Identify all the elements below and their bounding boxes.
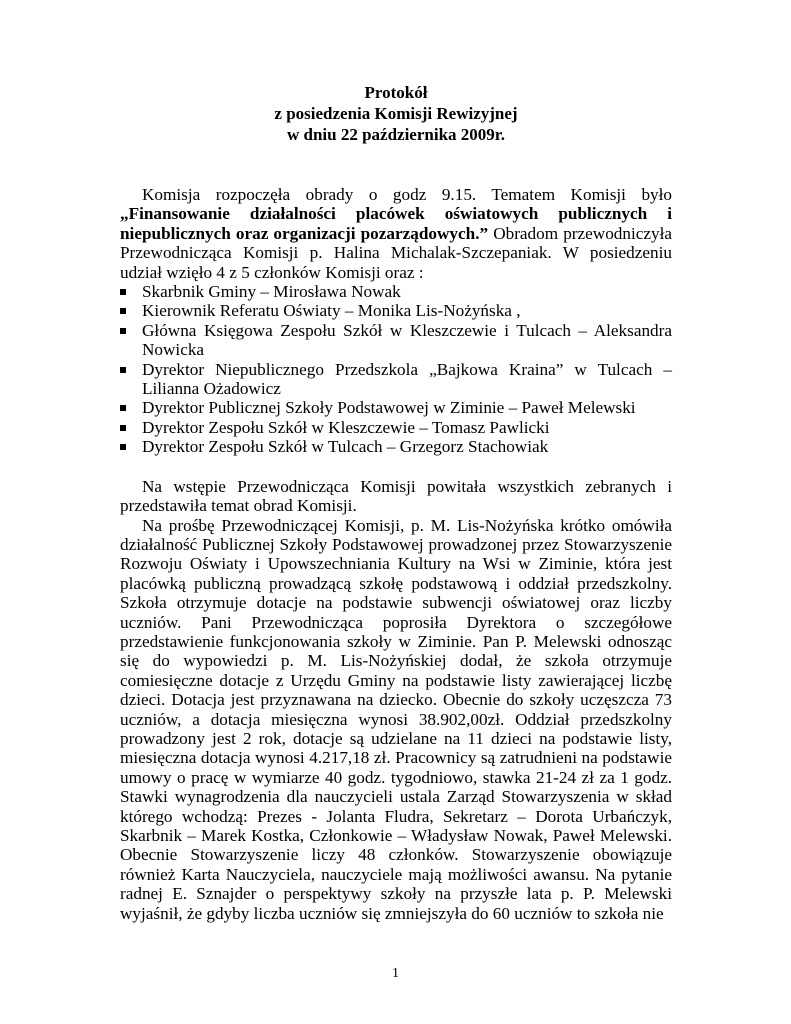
document-title-line-3: w dniu 22 października 2009r. <box>286 125 506 144</box>
welcome-paragraph: Na wstępie Przewodnicząca Komisji powitała wszystkich zebranych i przedstawiła temat obrad Komisji. <box>120 476 672 516</box>
meeting-topic: „Finansowanie działalności placówek oświatowych publicznych i niepublicznych oraz organizacji pozarządowych.” <box>120 204 672 243</box>
intro-paragraph <box>120 185 672 282</box>
attendee-list <box>120 282 672 457</box>
page-number: 1 <box>392 966 399 981</box>
attendee-item: Skarbnik Gminy – Mirosława Nowak <box>120 282 672 301</box>
document-title-line-2: z posiedzenia Komisji Rewizyjnej <box>274 104 518 123</box>
document-page <box>120 82 672 923</box>
attendee-item: Kierownik Referatu Oświaty – Monika Lis-Nożyńska , <box>120 301 672 320</box>
intro-text-start: Komisja rozpoczęła obrady o godz 9.15. Tematem Komisji było <box>142 185 672 204</box>
attendee-item: Dyrektor Publicznej Szkoły Podstawowej w Ziminie – Paweł Melewski <box>120 398 672 417</box>
document-title-line-1: Protokół <box>364 83 428 102</box>
attendee-item: Dyrektor Zespołu Szkół w Kleszczewie – Tomasz Pawlicki <box>120 418 672 437</box>
intro-text-end: Obradom przewodniczyła Przewodnicząca Komisji p. Halina Michalak-Szczepaniak. W posiedzeniu udział wzięło 4 z 5 członków Komisji oraz : <box>120 223 673 282</box>
school-discussion-paragraph: Na prośbę Przewodniczącej Komisji, p. M. Lis-Nożyńska krótko omówiła działalność Publicznej Szkoły Podstawowej prowadzonej przez Stowarzyszenie Rozwoju Oświaty i Upowszechniania Kultury na Wsi w Ziminie, która jest placówką publiczną prowadzącą szkołę podstawową i oddział przedszkolny. Szkoła otrzymuje dotacje na podstawie subwencji oświatowej oraz liczby uczniów. Pani Przewodnicząca poprosiła Dyrektora o szczegółowe przedstawienie funkcjonowania szkoły w Ziminie. Pan P. Melewski odnosząc się do wypowiedzi p. M. Lis-Nożyńskiej dodał, że szkoła otrzymuje comiesięczne dotacje z Urzędu Gminy na podstawie listy zawierającej liczbę dzieci. Dotacja jest przyznawana na dziecko. Obecnie do szkoły uczęszcza 73 uczniów, a dotacja miesięczna wynosi 38.902,00zł. Oddział przedszkolny prowadzony jest 2 rok, dotacje są udzielane na 11 dzieci na podstawie listy, miesięczna dotacja wynosi 4.217,18 zł. Pracownicy są zatrudnieni na podstawie umowy o pracę w wymiarze 40 godz. tygodniowo, stawka 21-24 zł za 1 godz. Stawki wynagrodzenia dla nauczycieli ustala Zarząd Stowarzyszenia w skład którego wchodzą: Prezes - Jolanta Fludra, Sekretarz – Dorota Urbańczyk, Skarbnik – Marek Kostka, Członkowie – Władysław Nowak, Paweł Melewski. Obecnie Stowarzyszenie liczy 48 członków. Stowarzyszenie obowiązuje również Karta Nauczyciela, nauczyciele mają możliwości awansu. Na pytanie radnej E. Sznajder o perspektywy szkoły na przyszłe lata p. P. Melewski wyjaśnił, że gdyby liczba uczniów się zmniejszyła do 60 uczniów to szkoła nie <box>120 515 672 923</box>
attendee-item: Dyrektor Niepublicznego Przedszkola „Bajkowa Kraina” w Tulcach – Lilianna Ożadowicz <box>120 360 672 399</box>
attendee-item: Główna Księgowa Zespołu Szkół w Kleszczewie i Tulcach – Aleksandra Nowicka <box>120 321 672 360</box>
attendee-item: Dyrektor Zespołu Szkół w Tulcach – Grzegorz Stachowiak <box>120 437 672 456</box>
